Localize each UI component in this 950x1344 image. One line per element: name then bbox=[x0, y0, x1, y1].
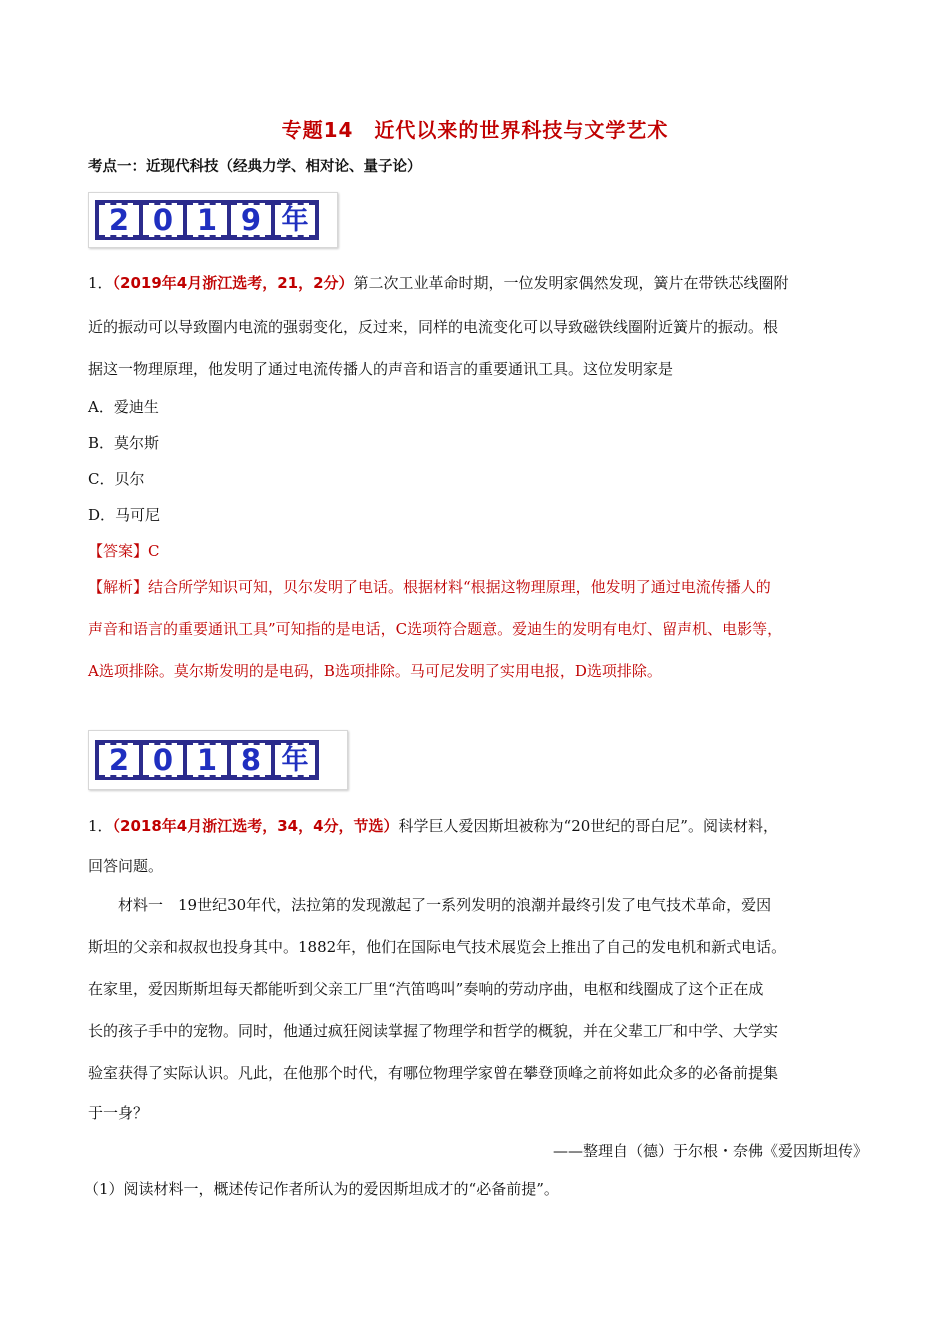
answer bbox=[88, 540, 868, 561]
year-2019-digit: 0 bbox=[143, 203, 183, 237]
material-citation: ——整理自（德）于尔根・奈佛《爱因斯坦传》 bbox=[552, 1142, 868, 1160]
option-c: C．贝尔 bbox=[88, 470, 145, 488]
material-1-line-4: 长的孩子手中的宠物。同时，他通过疯狂阅读掌握了物理学和哲学的概貌，并在父辈工厂和中学、大学实 bbox=[88, 1022, 779, 1040]
year-2018-digit: 2 bbox=[99, 743, 139, 777]
option-a: A．爱迪生 bbox=[88, 398, 159, 416]
year-2018-char: 年 bbox=[275, 743, 315, 777]
year-2019-digit: 2 bbox=[99, 203, 139, 237]
question-2019-line-2: 近的振动可以导致圈内电流的强弱变化，反过来，同样的电流变化可以导致磁铁线圈附近簧片的振动。根 bbox=[88, 318, 779, 336]
analysis-line-3: A选项排除。莫尔斯发明的是电码，B选项排除。马可尼发明了实用电报，D选项排除。 bbox=[88, 662, 662, 680]
year-2018-digit: 1 bbox=[187, 743, 227, 777]
year-2018-digit: 0 bbox=[143, 743, 183, 777]
answer-label: 【答案】 bbox=[88, 542, 149, 560]
question-number: 1． bbox=[88, 274, 113, 292]
year-2019-badge bbox=[88, 192, 338, 248]
material-1-line-2: 斯坦的父亲和叔叔也投身其中。1882年，他们在国际电气技术展览会上推出了自己的发电机和新式电话。 bbox=[88, 938, 787, 956]
year-2019-digit: 9 bbox=[231, 203, 271, 237]
option-b: B．莫尔斯 bbox=[88, 434, 160, 452]
year-2018-badge bbox=[88, 730, 348, 790]
material-1-line-3: 在家里，爱因斯斯坦每天都能听到父亲工厂里“汽笛鸣叫”奏响的劳动序曲，电枢和线圈成了这个正在成 bbox=[88, 980, 764, 998]
year-2018-digit: 8 bbox=[231, 743, 271, 777]
question-source: （2019年4月浙江选考，21，2分） bbox=[112, 274, 354, 292]
year-2019-char: 年 bbox=[275, 203, 315, 237]
question-2019-line-1 bbox=[88, 272, 868, 293]
section-heading: 考点一：近现代科技（经典力学、相对论、量子论） bbox=[88, 159, 422, 175]
option-d: D．马可尼 bbox=[88, 506, 161, 524]
answer-value: C bbox=[148, 542, 160, 560]
year-2019-film-strip bbox=[95, 200, 319, 240]
question-text: 科学巨人爱因斯坦被称为“20世纪的哥白尼”。阅读材料， bbox=[398, 817, 778, 835]
sub-question-1: （1）阅读材料一，概述传记作者所认为的爱因斯坦成才的“必备前提”。 bbox=[84, 1180, 559, 1198]
year-2019-digit: 1 bbox=[187, 203, 227, 237]
material-1-line-5: 验室获得了实际认识。凡此，在他那个时代，有哪位物理学家曾在攀登顶峰之前将如此众多的必备前提集 bbox=[88, 1064, 779, 1082]
question-2019-line-3: 据这一物理原理，他发明了通过电流传播人的声音和语言的重要通讯工具。这位发明家是 bbox=[88, 360, 674, 378]
question-text: 第二次工业革命时期，一位发明家偶然发现，簧片在带铁芯线圈附 bbox=[353, 274, 789, 292]
year-2018-film-strip bbox=[95, 740, 319, 780]
question-number: 1． bbox=[88, 817, 113, 835]
question-source: （2018年4月浙江选考，34，4分，节选） bbox=[112, 817, 399, 835]
analysis-label: 【解析】 bbox=[88, 578, 149, 596]
question-2018-line-2: 回答问题。 bbox=[88, 857, 164, 875]
analysis-line-1 bbox=[88, 576, 868, 597]
material-1-line-1: 材料一 19世纪30年代，法拉第的发现激起了一系列发明的浪潮并最终引发了电气技术革命，爱因 bbox=[88, 896, 772, 914]
material-1-line-6: 于一身？ bbox=[88, 1104, 149, 1122]
page-title: 专题14 近代以来的世界科技与文学艺术 bbox=[281, 118, 669, 142]
analysis-line-2: 声音和语言的重要通讯工具”可知指的是电话，C选项符合题意。爱迪生的发明有电灯、留声机、电影等， bbox=[88, 620, 783, 638]
question-2018-line-1 bbox=[88, 815, 868, 836]
analysis-text: 结合所学知识可知，贝尔发明了电话。根据材料“根据这物理原理，他发明了通过电流传播人的 bbox=[148, 578, 771, 596]
